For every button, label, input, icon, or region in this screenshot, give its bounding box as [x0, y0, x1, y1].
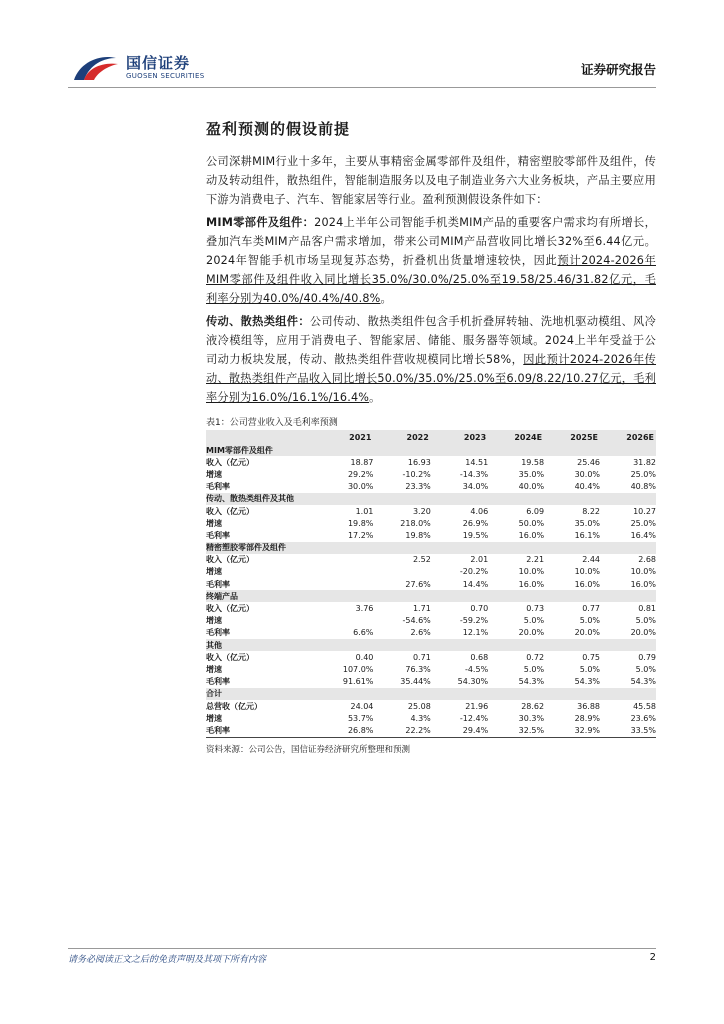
- table-group-row: [206, 444, 656, 456]
- table-cell: 26.8%: [316, 724, 373, 737]
- table-cell: 5.0%: [523, 664, 545, 674]
- table-cell: 107.0%: [342, 664, 374, 674]
- table-header-cell: 2026E: [600, 430, 656, 444]
- table-cell: 40.8%: [630, 482, 656, 492]
- table-cell: 50.0%: [518, 518, 545, 528]
- table-cell: 30.0%: [347, 482, 374, 492]
- table-header-cell: [206, 430, 316, 444]
- table-cell: 2.52: [412, 555, 431, 565]
- section-title: 盈利预测的假设前提: [206, 120, 351, 138]
- group-label: 合计: [206, 688, 656, 700]
- row-label: 毛利率: [206, 677, 230, 687]
- table-cell: 21.96: [465, 701, 489, 711]
- table-cell: 14.51: [465, 457, 489, 467]
- table-header-cell: 2022: [373, 430, 430, 444]
- table-group-row: [206, 639, 656, 651]
- group-label: 其他: [206, 639, 656, 651]
- disclaimer-link[interactable]: 请务必阅读正文之后的免责声明及其项下所有内容: [68, 955, 267, 965]
- table-row: [206, 554, 656, 566]
- table-cell: 36.88: [577, 701, 601, 711]
- table-header-cell: 2025E: [544, 430, 600, 444]
- logo-mark-icon: [70, 50, 120, 84]
- mim-body: 2024上半年公司智能手机类MIM产品的重要客户需求均有所增长，叠加汽车类MIM产品客户需求增加，带来公司MIM产品营收同比增长32%至6.44亿元。2024年智能手机市场呈现复苏态势，折叠机出货量增速较快，因此: [206, 216, 656, 267]
- group-label: 终端产品: [206, 590, 656, 602]
- row-label: 增速: [206, 616, 222, 626]
- table-cell: 5.0%: [635, 664, 656, 674]
- transmission-end: 。: [369, 391, 381, 404]
- table-cell: 24.04: [350, 701, 374, 711]
- intro-paragraph: 公司深耕MIM行业十多年，主要从事精密金属零部件及组件，精密塑胶零部件及组件，传动及转动组件，散热组件，智能制造服务以及电子制造业务六大业务板块，产品主要应用下游为消费电子、汽车、智能家居等行业。盈利预测假设条件如下：: [206, 155, 656, 206]
- table-cell: -14.3%: [459, 469, 489, 479]
- table-cell: 16.0%: [630, 579, 656, 589]
- table-cell: 1.01: [355, 506, 374, 516]
- forecast-table: [206, 430, 656, 738]
- row-label: 毛利率: [206, 579, 230, 589]
- table-cell: 2.01: [470, 555, 489, 565]
- group-label: MIM零部件及组件: [206, 444, 656, 456]
- table-cell: 2.6%: [410, 628, 431, 638]
- table-row: [206, 481, 656, 493]
- table-group-row: [206, 542, 656, 554]
- table-row: [206, 700, 656, 712]
- transmission-body: 公司传动、散热类组件包含手机折叠屏转轴、洗地机驱动模组、风冷液冷模组等，应用于消费电子、智能家居、储能、服务器等领域。2024上半年受益于公司动力板块发展，传动、散热类组件营收规模同比增长58%，: [206, 315, 656, 366]
- table-cell: 29.4%: [431, 724, 488, 737]
- table-cell: 0.71: [412, 652, 431, 662]
- table-group-row: [206, 688, 656, 700]
- table-cell: 28.9%: [574, 713, 601, 723]
- table-cell: 18.87: [350, 457, 374, 467]
- company-logo: [68, 50, 228, 86]
- table-cell: 16.93: [407, 457, 431, 467]
- main-content: [206, 118, 656, 755]
- table-cell: [373, 566, 430, 578]
- table-row: [206, 566, 656, 578]
- table-caption: 表1：公司营业收入及毛利率预测: [206, 418, 338, 428]
- mim-end: 。: [380, 292, 392, 305]
- table-row: [206, 468, 656, 480]
- table-cell: 0.40: [355, 652, 374, 662]
- table-cell: 26.9%: [462, 518, 489, 528]
- table-cell: 30.0%: [574, 469, 601, 479]
- row-label: 收入（亿元）: [206, 652, 254, 662]
- table-cell: 4.06: [470, 506, 489, 516]
- group-label: 传动、散热类组件及其他: [206, 493, 656, 505]
- table-cell: 0.68: [470, 652, 489, 662]
- row-label: 增速: [206, 518, 222, 528]
- row-label: 收入（亿元）: [206, 506, 254, 516]
- table-cell: 14.4%: [462, 579, 489, 589]
- table-cell: 0.77: [582, 604, 601, 614]
- table-row: [206, 578, 656, 590]
- table-cell: -10.2%: [402, 469, 431, 479]
- row-label: 收入（亿元）: [206, 457, 254, 467]
- table-cell: 0.73: [526, 604, 545, 614]
- table-cell: 2.21: [526, 555, 545, 565]
- table-row: [206, 505, 656, 517]
- table-cell: 53.7%: [347, 713, 374, 723]
- row-label: 毛利率: [206, 724, 316, 737]
- footer-divider: [68, 948, 656, 949]
- page-header: [68, 50, 656, 86]
- table-row: [206, 627, 656, 639]
- row-label: 增速: [206, 664, 222, 674]
- table-group-row: [206, 493, 656, 505]
- table-cell: [316, 566, 373, 578]
- table-cell: 34.0%: [462, 482, 489, 492]
- transmission-lead: 传动、散热类组件：: [206, 315, 310, 328]
- table-row: [206, 517, 656, 529]
- table-cell: -12.4%: [459, 713, 489, 723]
- table-row: [206, 602, 656, 614]
- table-cell: 76.3%: [405, 664, 431, 674]
- table-cell: 32.9%: [544, 724, 600, 737]
- table-source: 资料来源：公司公告，国信证券经济研究所整理和预测: [206, 744, 411, 755]
- table-cell: 8.22: [582, 506, 601, 516]
- table-cell: 2.68: [638, 555, 656, 565]
- table-cell: 0.70: [470, 604, 489, 614]
- table-header-cell: 2023: [431, 430, 488, 444]
- table-cell: 31.82: [633, 457, 656, 467]
- transmission-paragraph: [206, 312, 656, 407]
- table-row: [206, 615, 656, 627]
- table-cell: 6.09: [526, 506, 545, 516]
- table-cell: 35.44%: [400, 677, 431, 687]
- table-cell: 23.3%: [405, 482, 431, 492]
- table-cell: 5.0%: [579, 664, 601, 674]
- table-cell: 19.8%: [347, 518, 374, 528]
- row-label: 收入（亿元）: [206, 604, 254, 614]
- mim-paragraph: [206, 213, 656, 308]
- table-cell: 25.0%: [630, 469, 656, 479]
- table-cell: 33.5%: [600, 724, 656, 737]
- row-label: 收入（亿元）: [206, 555, 254, 565]
- table-cell: 40.4%: [574, 482, 601, 492]
- table-cell: 12.1%: [462, 628, 489, 638]
- table-cell: 19.8%: [405, 530, 431, 540]
- table-cell: 6.6%: [353, 628, 374, 638]
- table-cell: -20.2%: [459, 567, 489, 577]
- table-cell: 0.72: [526, 652, 545, 662]
- table-row: [206, 676, 656, 688]
- page-number: 2: [649, 952, 656, 963]
- table-row: [206, 663, 656, 675]
- table-cell: 54.3%: [630, 677, 656, 687]
- row-label: 增速: [206, 469, 222, 479]
- table-header-row: [206, 430, 656, 444]
- logo-chinese-name: 国信证券: [126, 54, 191, 72]
- table-cell: 4.3%: [410, 713, 431, 723]
- table-cell: 0.81: [638, 604, 656, 614]
- table-cell: 10.0%: [518, 567, 545, 577]
- table-row: [206, 456, 656, 468]
- table-cell: [316, 554, 373, 566]
- mim-forecast: 预计2024-2026年MIM零部件及组件收入同比增长35.0%/30.0%/25.0%至19.58/25.46/31.82亿元，毛利率分别为40.0%/40.4%/40.8%: [206, 254, 656, 305]
- table-cell: 32.5%: [488, 724, 544, 737]
- table-cell: 5.0%: [635, 616, 656, 626]
- table-body: [206, 444, 656, 737]
- table-cell: -54.6%: [402, 616, 431, 626]
- forecast-table-block: [206, 415, 656, 755]
- table-cell: 30.3%: [518, 713, 545, 723]
- report-type-label: 证券研究报告: [580, 62, 656, 77]
- table-cell: 19.58: [521, 457, 545, 467]
- table-cell: 25.08: [407, 701, 431, 711]
- table-cell: 91.61%: [342, 677, 374, 687]
- table-cell: 3.20: [412, 506, 431, 516]
- table-group-row: [206, 590, 656, 602]
- table-cell: 16.0%: [574, 579, 601, 589]
- table-cell: 20.0%: [518, 628, 545, 638]
- table-row: [206, 724, 656, 737]
- table-cell: [316, 578, 373, 590]
- table-cell: 10.0%: [574, 567, 601, 577]
- table-cell: 25.0%: [630, 518, 656, 528]
- table-cell: 25.46: [577, 457, 601, 467]
- table-cell: 17.2%: [347, 530, 374, 540]
- table-cell: 0.75: [582, 652, 601, 662]
- table-cell: 1.71: [412, 604, 431, 614]
- table-cell: 16.0%: [518, 530, 545, 540]
- table-header-cell: 2024E: [488, 430, 544, 444]
- table-cell: 40.0%: [518, 482, 545, 492]
- table-cell: 16.1%: [574, 530, 601, 540]
- header-divider: [68, 87, 656, 88]
- table-cell: 16.4%: [630, 530, 656, 540]
- table-cell: 10.0%: [630, 567, 656, 577]
- table-cell: 20.0%: [574, 628, 601, 638]
- table-header-cell: 2021: [316, 430, 373, 444]
- table-cell: 3.76: [355, 604, 374, 614]
- table-cell: 35.0%: [574, 518, 601, 528]
- table-row: [206, 651, 656, 663]
- table-cell: 5.0%: [579, 616, 601, 626]
- row-label: 增速: [206, 713, 222, 723]
- table-cell: 54.30%: [457, 677, 489, 687]
- table-cell: 16.0%: [518, 579, 545, 589]
- table-cell: 45.58: [633, 701, 656, 711]
- table-cell: 20.0%: [630, 628, 656, 638]
- table-cell: 19.5%: [462, 530, 489, 540]
- table-cell: 0.79: [638, 652, 656, 662]
- table-cell: 23.6%: [630, 713, 656, 723]
- table-cell: 54.3%: [574, 677, 601, 687]
- table-cell: 10.27: [633, 506, 656, 516]
- table-row: [206, 712, 656, 724]
- mim-lead: MIM零部件及组件：: [206, 216, 315, 229]
- table-cell: -59.2%: [459, 616, 489, 626]
- row-label: 毛利率: [206, 628, 230, 638]
- table-cell: 5.0%: [523, 616, 545, 626]
- table-cell: -4.5%: [464, 664, 489, 674]
- table-cell: 2.44: [582, 555, 601, 565]
- table-cell: 22.2%: [373, 724, 430, 737]
- logo-english-name: GUOSEN SECURITIES: [126, 72, 205, 80]
- row-label: 总营收（亿元）: [206, 701, 262, 711]
- table-cell: 218.0%: [400, 518, 431, 528]
- table-cell: [316, 615, 373, 627]
- table-cell: 29.2%: [347, 469, 374, 479]
- table-cell: 54.3%: [518, 677, 545, 687]
- row-label: 毛利率: [206, 530, 230, 540]
- group-label: 精密塑胶零部件及组件: [206, 542, 656, 554]
- table-cell: 35.0%: [518, 469, 545, 479]
- transmission-forecast: 因此预计2024-2026年传动、散热类组件产品收入同比增长50.0%/35.0%/25.0%至6.09/8.22/10.27亿元，毛利率分别为16.0%/16.1%/16.4%: [206, 353, 657, 404]
- row-label: 增速: [206, 567, 222, 577]
- table-cell: 28.62: [521, 701, 545, 711]
- table-cell: 27.6%: [405, 579, 431, 589]
- table-row: [206, 529, 656, 541]
- row-label: 毛利率: [206, 482, 230, 492]
